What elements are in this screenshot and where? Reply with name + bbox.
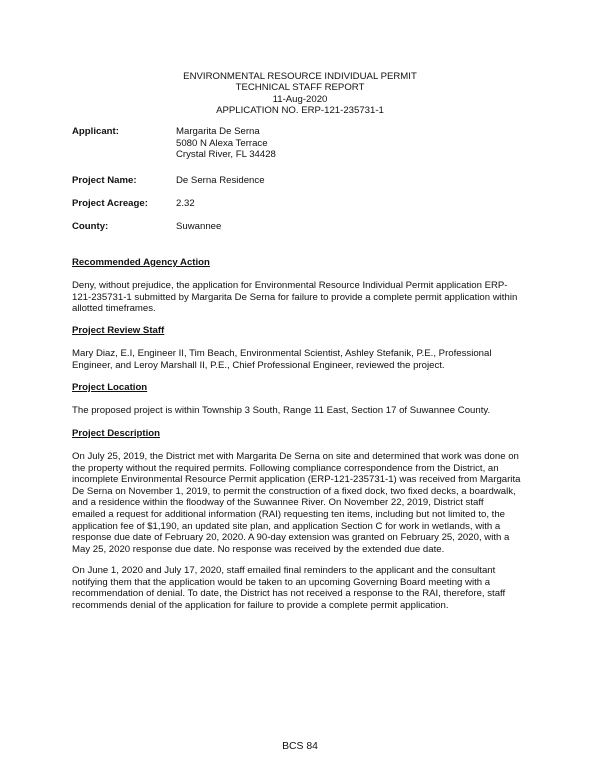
application-number: APPLICATION NO. ERP-121-235731-1 <box>216 105 384 117</box>
text-line: incomplete Environmental Resource Permit application (ERP-121-235731-1) was received from Margarita <box>72 474 521 486</box>
project-acreage-value: 2.32 <box>176 198 195 209</box>
recommended-action-heading: Recommended Agency Action <box>72 257 210 268</box>
text-line: The proposed project is within Township 3 South, Range 11 East, Section 17 of Suwannee County. <box>72 405 491 416</box>
text-line: De Serna on November 1, 2019, to permit the construction of a fixed dock, two fixed decks, a boardwalk, <box>72 485 516 497</box>
project-description-heading: Project Description <box>72 428 160 439</box>
review-staff-heading: Project Review Staff <box>72 325 165 336</box>
applicant-label: Applicant: <box>72 126 119 137</box>
project-location-heading: Project Location <box>72 382 148 393</box>
text-line: On July 25, 2019, the District met with Margarita De Serna on site and determined that work was done on <box>72 451 519 462</box>
applicant-name: Margarita De Serna <box>176 126 260 137</box>
text-line: application fee of $1,190, an updated site plan, and application Section C for work in wetlands, with a <box>72 520 501 532</box>
report-title: ENVIRONMENTAL RESOURCE INDIVIDUAL PERMIT <box>183 71 417 82</box>
text-line: recommendation of denial. To date, the District has not received a response to the RAI, therefore, staff <box>72 588 506 600</box>
project-acreage-label: Project Acreage: <box>72 198 148 209</box>
text-line: 121-235731-1 submitted by Margarita De Serna for failure to provide a complete permit application within <box>72 291 518 303</box>
text-line: May 25, 2020 response due date. No response was received by the extended due date. <box>72 543 445 555</box>
county-label: County: <box>72 221 109 232</box>
project-name-value: De Serna Residence <box>176 175 265 186</box>
text-line: and a residence within the floodway of the Suwannee River. On November 22, 2019, District staff <box>72 497 484 509</box>
page-number: BCS 84 <box>282 741 318 752</box>
county-value: Suwannee <box>176 221 222 232</box>
text-line: On June 1, 2020 and July 17, 2020, staff emailed final reminders to the applicant and the consultant <box>72 565 496 576</box>
report-subtitle: TECHNICAL STAFF REPORT <box>235 82 365 94</box>
project-location-text <box>72 405 534 417</box>
project-description-para-1 <box>72 451 534 555</box>
applicant-street: 5080 N Alexa Terrace <box>176 137 268 149</box>
text-line: recommends denial of the application for failure to provide a complete permit application. <box>72 599 449 611</box>
applicant-city: Crystal River, FL 34428 <box>176 149 276 161</box>
recommended-action-text <box>72 280 534 315</box>
text-line: Mary Diaz, E.I, Engineer II, Tim Beach, Environmental Scientist, Ashley Stefanik, P.E., Professional <box>72 348 492 359</box>
report-header <box>0 71 600 117</box>
applicant-value <box>176 126 276 161</box>
report-date: 11-Aug-2020 <box>272 93 328 105</box>
text-line: Deny, without prejudice, the application for Environmental Resource Individual Permit application ERP- <box>72 280 508 291</box>
text-line: response due date of February 20, 2020. A 90-day extension was granted on February 25, 2020, with a <box>72 532 510 544</box>
text-line: Engineer, and Leroy Marshall II, P.E., Chief Professional Engineer, reviewed the project. <box>72 359 445 371</box>
text-line: the property without the required permits. Following compliance correspondence from the District, an <box>72 462 499 474</box>
text-line: notifying them that the application would be taken to an upcoming Governing Board meeting with a <box>72 576 491 588</box>
review-staff-text <box>72 348 534 371</box>
text-line: emailed a request for additional information (RAI) requesting ten items, including but not limited to, the <box>72 508 506 520</box>
project-name-label: Project Name: <box>72 175 137 186</box>
text-line: allotted timeframes. <box>72 303 156 315</box>
project-description-para-2 <box>72 565 534 611</box>
